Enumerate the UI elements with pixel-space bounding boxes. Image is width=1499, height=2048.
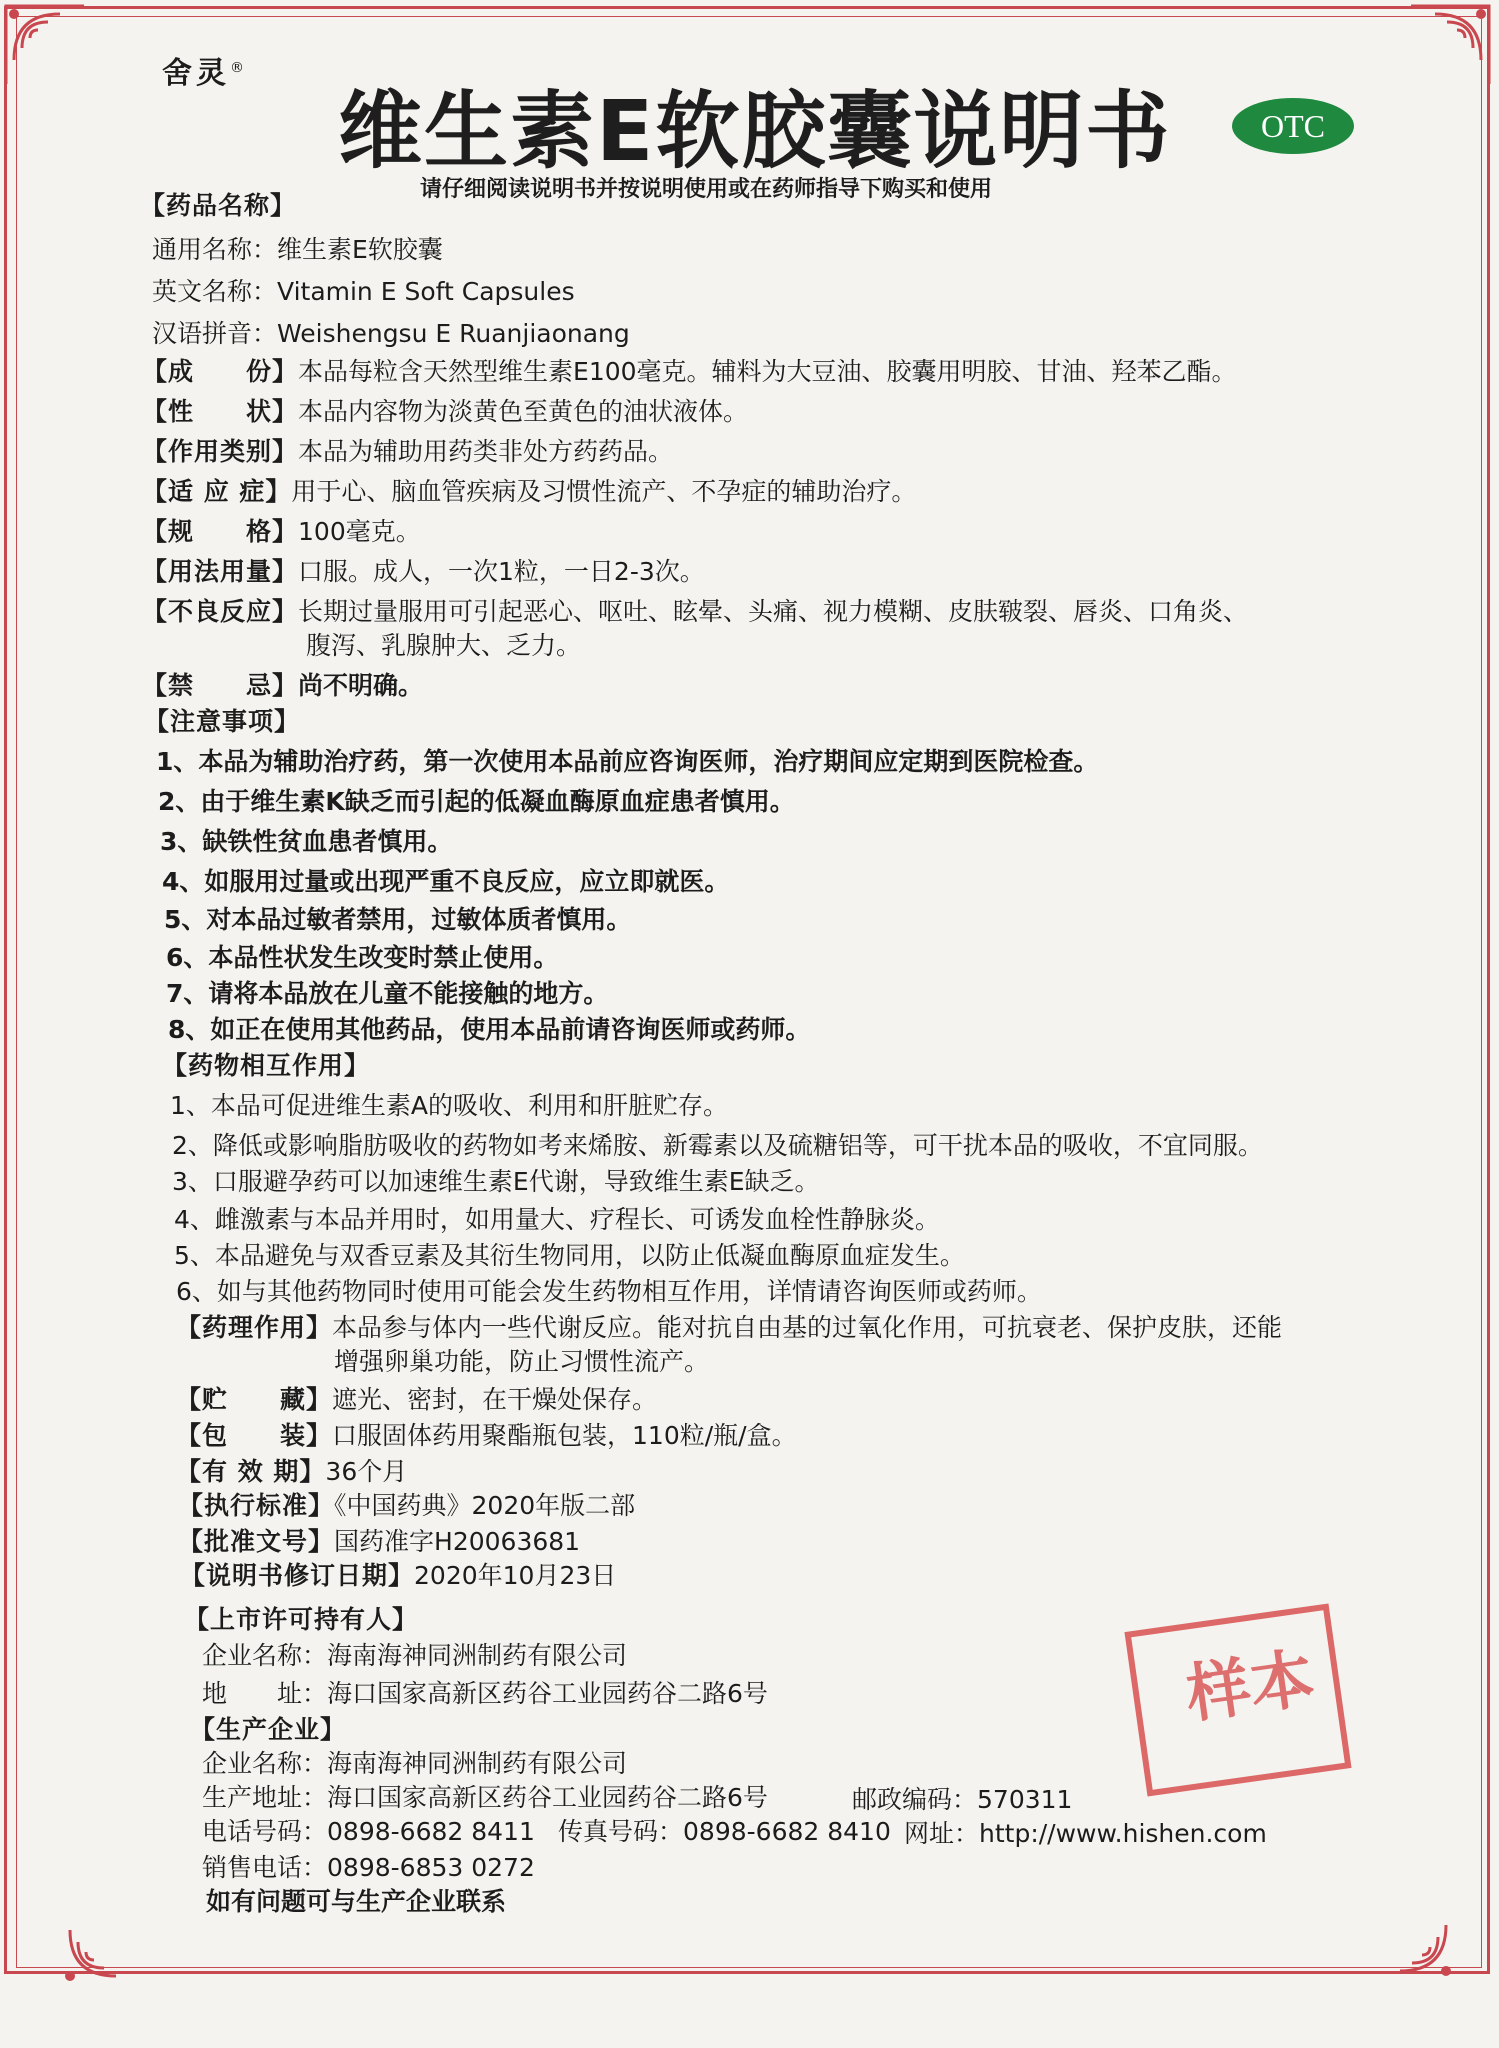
corner-ornament-icon [0, 0, 90, 90]
field-appearance: 【性 状】本品内容物为淡黄色至黄色的油状液体。 [142, 397, 749, 426]
field-pharmacology: 【药理作用】本品参与体内一些代谢反应。能对抗自由基的过氧化作用，可抗衰老、保护皮肤，还能 [176, 1313, 1283, 1342]
field-storage: 【贮 藏】遮光、密封，在干燥处保存。 [176, 1385, 658, 1414]
field-revision-date: 【说明书修订日期】2020年10月23日 [180, 1561, 617, 1590]
otc-badge: OTC [1232, 98, 1354, 154]
list-item: 1、本品为辅助治疗药，第一次使用本品前应咨询医师，治疗期间应定期到医院检查。 [156, 747, 1099, 776]
section-heading-holder: 【上市许可持有人】 [184, 1605, 419, 1634]
list-item: 6、如与其他药物同时使用可能会发生药物相互作用，详情请咨询医师或药师。 [176, 1277, 1042, 1306]
english-name-row: 英文名称：Vitamin E Soft Capsules [152, 277, 575, 306]
field-specification: 【规 格】100毫克。 [142, 517, 421, 546]
corner-ornament-icon [1405, 0, 1495, 90]
list-item: 8、如正在使用其他药品，使用本品前请咨询医师或药师。 [168, 1015, 811, 1044]
list-item: 4、雌激素与本品并用时，如用量大、疗程长、可诱发血栓性静脉炎。 [174, 1205, 940, 1234]
list-item: 7、请将本品放在儿童不能接触的地方。 [166, 979, 609, 1008]
field-validity: 【有 效 期】36个月 [176, 1457, 408, 1486]
pinyin-name-row: 汉语拼音：Weishengsu E Ruanjiaonang [152, 319, 630, 348]
field-indications: 【适 应 症】用于心、脑血管疾病及习惯性流产、不孕症的辅助治疗。 [142, 477, 917, 506]
manufacturer-company: 企业名称：海南海神同洲制药有限公司 [202, 1749, 628, 1778]
manufacturer-fax: 传真号码：0898-6682 8410 [558, 1817, 891, 1846]
section-heading-manufacturer: 【生产企业】 [190, 1715, 347, 1744]
field-contraindications: 【禁 忌】尚不明确。 [142, 671, 424, 700]
field-pharmacology-cont: 增强卵巢功能，防止习惯性流产。 [334, 1347, 710, 1376]
list-item: 2、降低或影响脂肪吸收的药物如考来烯胺、新霉素以及硫糖铝等，可干扰本品的吸收，不宜同服。 [172, 1131, 1263, 1160]
stamp-text: 样本 [1181, 1641, 1319, 1733]
section-heading-interactions: 【药物相互作用】 [162, 1051, 371, 1080]
field-approval-number: 【批准文号】国药准字H20063681 [178, 1527, 581, 1556]
generic-name-row: 通用名称：维生素E软胶囊 [152, 235, 443, 264]
document-title: 维生素E软胶囊说明书 [338, 82, 1172, 180]
contact-note: 如有问题可与生产企业联系 [206, 1887, 507, 1916]
brand-name: 舍灵® [162, 56, 244, 91]
manufacturer-postcode: 邮政编码：570311 [852, 1785, 1073, 1814]
field-package: 【包 装】口服固体药用聚酯瓶包装，110粒/瓶/盒。 [176, 1421, 797, 1450]
holder-company: 企业名称：海南海神同洲制药有限公司 [202, 1641, 628, 1670]
section-heading-drug-name: 【药品名称】 [140, 191, 297, 220]
list-item: 3、缺铁性贫血患者慎用。 [160, 827, 453, 856]
list-item: 5、对本品过敏者禁用，过敏体质者慎用。 [164, 905, 632, 934]
list-item: 5、本品避免与双香豆素及其衍生物同用，以防止低凝血酶原血症发生。 [174, 1241, 965, 1270]
manufacturer-sales-phone: 销售电话：0898-6853 0272 [202, 1853, 535, 1882]
holder-address: 地 址：海口国家高新区药谷工业园药谷二路6号 [202, 1679, 768, 1708]
section-heading-precautions: 【注意事项】 [144, 707, 301, 736]
subtitle-notice: 请仔细阅读说明书并按说明使用或在药师指导下购买和使用 [420, 177, 993, 202]
manufacturer-phone: 电话号码：0898-6682 8411 [202, 1817, 535, 1846]
sample-stamp-icon [1118, 1600, 1358, 1800]
manufacturer-website: 网址：http://www.hishen.com [904, 1819, 1267, 1848]
corner-ornament-icon [1370, 1895, 1460, 1985]
corner-ornament-icon [56, 1900, 146, 1990]
list-item: 3、口服避孕药可以加速维生素E代谢，导致维生素E缺乏。 [172, 1167, 820, 1196]
list-item: 1、本品可促进维生素A的吸收、利用和肝脏贮存。 [170, 1091, 729, 1120]
field-dosage: 【用法用量】口服。成人，一次1粒，一日2-3次。 [142, 557, 705, 586]
field-ingredients: 【成 份】本品每粒含天然型维生素E100毫克。辅料为大豆油、胶囊用明胶、甘油、羟苯乙酯。 [142, 357, 1237, 386]
field-adverse-reactions: 【不良反应】长期过量服用可引起恶心、呕吐、眩晕、头痛、视力模糊、皮肤皲裂、唇炎、口角炎、 [142, 597, 1249, 626]
list-item: 4、如服用过量或出现严重不良反应，应立即就医。 [162, 867, 730, 896]
manufacturer-address: 生产地址：海口国家高新区药谷工业园药谷二路6号 [202, 1783, 768, 1812]
field-category: 【作用类别】本品为辅助用药类非处方药药品。 [142, 437, 674, 466]
list-item: 6、本品性状发生改变时禁止使用。 [166, 943, 559, 972]
list-item: 2、由于维生素K缺乏而引起的低凝血酶原血症患者慎用。 [158, 787, 795, 816]
field-adverse-reactions-cont: 腹泻、乳腺肿大、乏力。 [306, 631, 582, 660]
field-standard: 【执行标准】《中国药典》2020年版二部 [178, 1491, 636, 1520]
